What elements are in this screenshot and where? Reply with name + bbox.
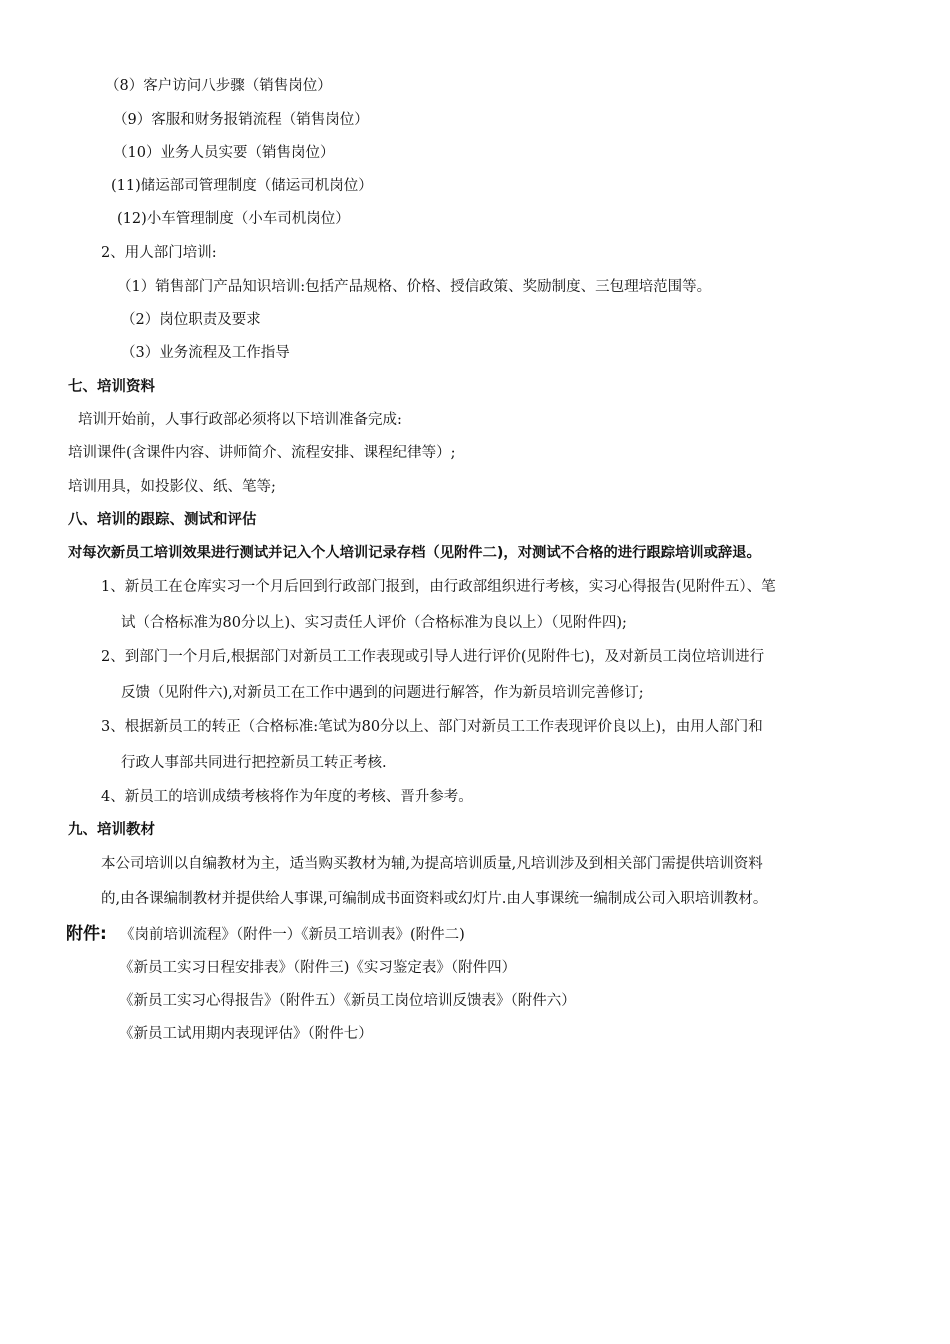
list-item: 1、新员工在仓库实习一个月后回到行政部门报到，由行政部组织进行考核，实习心得报告(见附件五）、笔 <box>101 579 776 595</box>
section-title: 九、培训教材 <box>68 822 155 838</box>
section-title: 七、培训资料 <box>68 379 155 395</box>
section-title: 八、培训的跟踪、测试和评估 <box>68 512 257 528</box>
list-item: （2）岗位职责及要求 <box>121 312 261 328</box>
annex-line: 《新员工实习日程安排表》（附件三)《实习鉴定表》（附件四） <box>119 960 517 976</box>
subsection-heading: 2、用人部门培训: <box>101 245 217 261</box>
list-item: （10）业务人员实要（销售岗位） <box>113 145 335 161</box>
list-item: （8）客户访问八步骤（销售岗位） <box>105 78 332 94</box>
list-item: 3、根据新员工的转正（合格标准:笔试为80分以上、部门对新员工工作表现评价良以上)，由用人部门和 <box>101 719 763 735</box>
paragraph: 培训开始前，人事行政部必须将以下培训准备完成: <box>78 412 402 428</box>
list-item: 2、到部门一个月后,根据部门对新员工工作表现或引导人进行评价(见附件七)，及对新员工岗位培训进行 <box>101 649 765 665</box>
annex-line: 《岗前培训流程》（附件一）《新员工培训表》(附件二) <box>120 927 465 943</box>
list-item-continued: 试（合格标准为80分以上)、实习责任人评价（合格标准为良以上）（见附件四); <box>121 615 627 631</box>
annex-label: 附件: <box>66 924 107 944</box>
list-item: 培训用具，如投影仪、纸、笔等; <box>68 479 276 495</box>
annex-line: 《新员工试用期内表现评估》（附件七） <box>119 1026 373 1042</box>
annex-line: 《新员工实习心得报告》（附件五）《新员工岗位培训反馈表》（附件六） <box>119 993 576 1009</box>
list-item: 培训课件(含课件内容、讲师简介、流程安排、课程纪律等）; <box>68 445 456 461</box>
bold-statement: 对每次新员工培训效果进行测试并记入个人培训记录存档（见附件二)，对测试不合格的进行跟踪培训或辞退。 <box>68 545 761 561</box>
paragraph-continued: 的,由各课编制教材并提供给人事课,可编制成书面资料或幻灯片.由人事课统一编制成公司入职培训教材。 <box>101 891 768 907</box>
paragraph: 本公司培训以自编教材为主，适当购买教材为辅,为提高培训质量,凡培训涉及到相关部门需提供培训资料 <box>101 856 763 872</box>
list-item-continued: 行政人事部共同进行把控新员工转正考核. <box>121 755 387 771</box>
list-item: (11)储运部司管理制度（储运司机岗位） <box>111 178 373 194</box>
list-item: (12)小车管理制度（小车司机岗位） <box>117 211 350 227</box>
list-item: （9）客服和财务报销流程（销售岗位） <box>113 112 369 128</box>
list-item: （1）销售部门产品知识培训:包括产品规格、价格、授信政策、奖励制度、三包理培范围等。 <box>117 279 712 295</box>
list-item: 4、新员工的培训成绩考核将作为年度的考核、晋升参考。 <box>101 789 473 805</box>
list-item-continued: 反馈（见附件六),对新员工在工作中遇到的问题进行解答，作为新员培训完善修订; <box>121 685 644 701</box>
list-item: （3）业务流程及工作指导 <box>121 345 290 361</box>
